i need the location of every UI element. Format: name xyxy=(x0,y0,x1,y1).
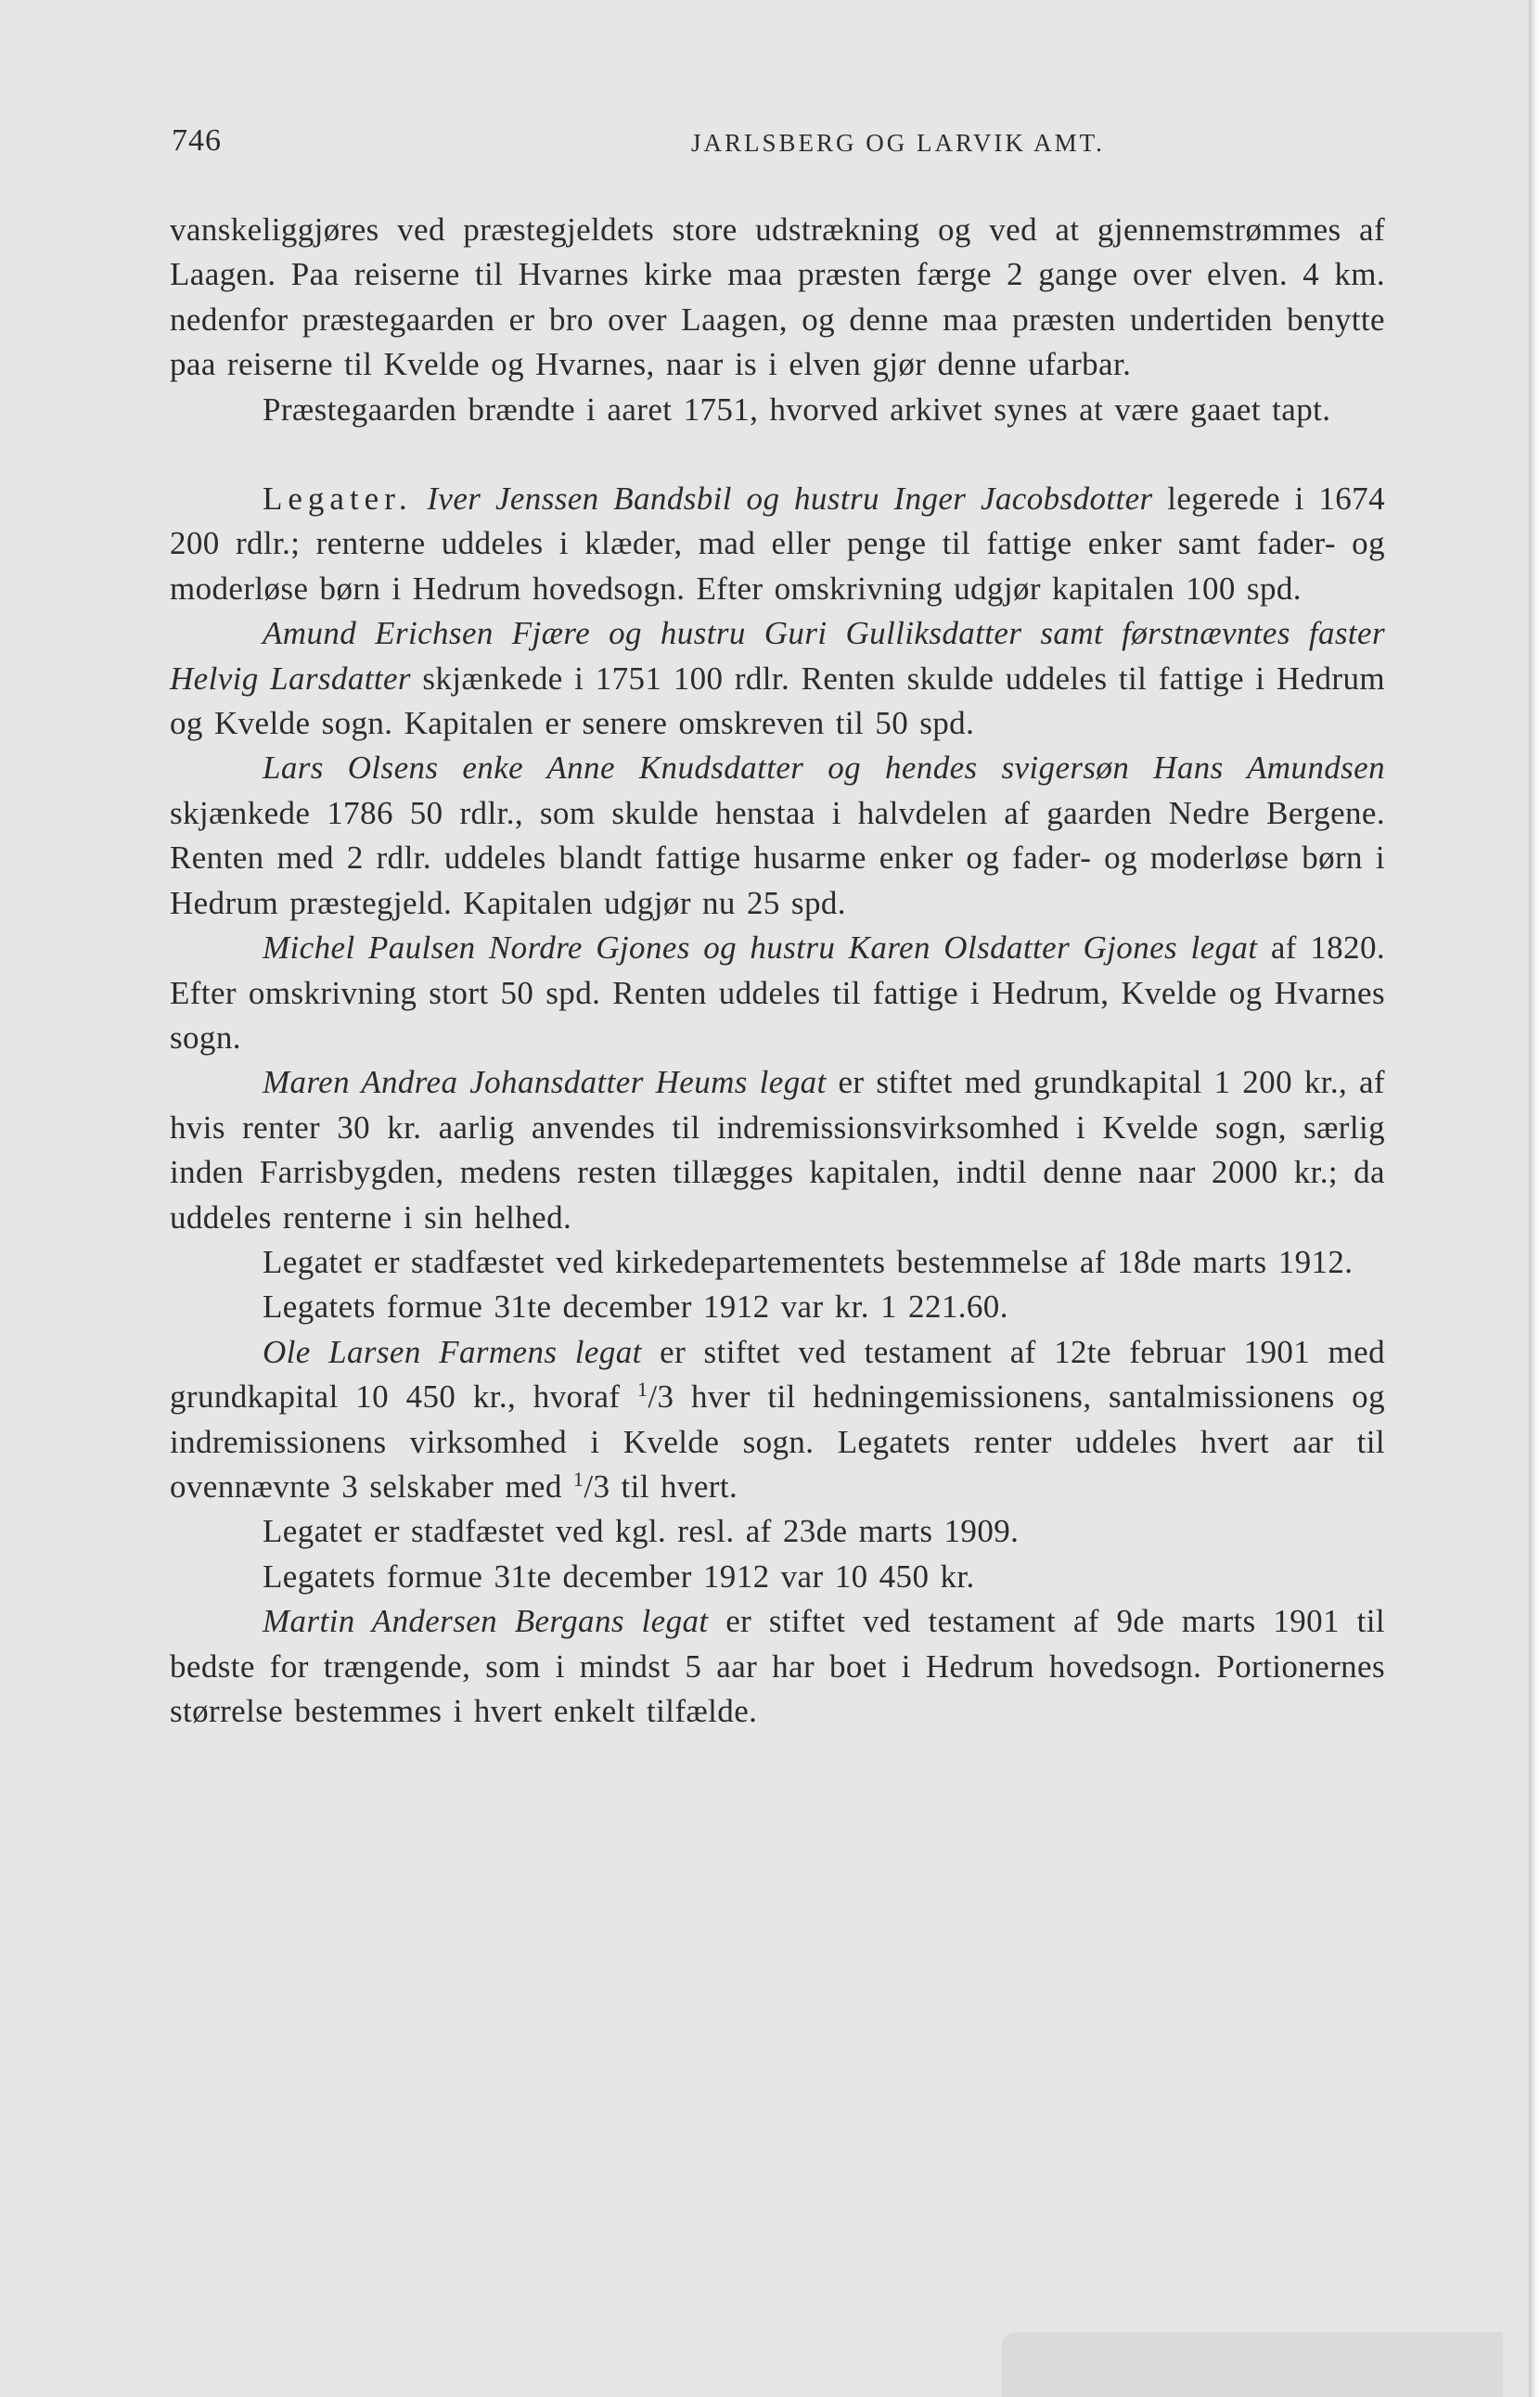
paragraph-text: er stiftet ved testament af 9de marts 1901 til bedste for trængende, som i mindst 5 aar har boet i Hedrum hovedsogn. Portionernes størrelse bestemmes i hvert enkelt tilfælde. xyxy=(170,1603,1385,1729)
italic-donor-names: Iver Jenssen Bandsbil og hustru Inger Jacobsdotter xyxy=(427,481,1153,518)
paragraph-text: legerede i 1674 200 rdlr.; renterne uddeles i klæder, mad eller penge til fattige enker samt fader- og moderløse børn i Hedrum hovedsogn. Efter omskrivning udgjør kapitalen 100 spd. xyxy=(170,481,1385,607)
section-heading-legater: Legater. xyxy=(263,481,413,518)
paragraph-11: Legatet er stadfæstet ved kgl. resl. af 23de marts 1909. xyxy=(263,1513,1020,1550)
paragraph-9: Legatets formue 31te december 1912 var kr. 1 221.60. xyxy=(263,1288,1008,1326)
paragraph-text: er stiftet ved testament af 12te februar 1901 med grundkapital 10 450 kr., hvoraf xyxy=(170,1333,1386,1416)
fraction-denominator: /3 xyxy=(648,1378,674,1416)
paragraph-4 xyxy=(170,611,1385,746)
fraction-numerator: 1 xyxy=(637,1378,648,1402)
paragraph-7 xyxy=(170,1060,1385,1240)
paragraph-8: Legatet er stadfæstet ved kirkedepartementets bestemmelse af 18de marts 1912. xyxy=(263,1243,1354,1280)
italic-legacy-name: Maren Andrea Johansdatter Heums legat xyxy=(263,1064,827,1101)
paragraph-text: af 1820. Efter omskrivning stort 50 spd. Renten uddeles til fattige i Hedrum, Kvelde og Hvarnes sogn. xyxy=(170,929,1385,1056)
page-edge xyxy=(1529,0,1540,2397)
page-number: 746 xyxy=(172,123,222,158)
paragraph-text: til hvert. xyxy=(610,1468,738,1505)
paragraph-5 xyxy=(170,746,1385,926)
paragraph-text: skjænkede i 1751 100 rdlr. Renten skulde uddeles til fattige i Hedrum og Kvelde sogn. Kapitalen er senere omskreven til 50 spd. xyxy=(170,660,1385,742)
paragraph-legater xyxy=(170,477,1385,611)
paragraph-12: Legatets formue 31te december 1912 var 10 450 kr. xyxy=(263,1557,975,1595)
body-text xyxy=(170,208,1385,1734)
paragraph-13 xyxy=(170,1599,1385,1734)
paragraph-6 xyxy=(170,926,1385,1060)
fraction-denominator: /3 xyxy=(584,1468,610,1505)
paragraph-text: skjænkede 1786 50 rdlr., som skulde henstaa i halvdelen af gaarden Nedre Bergene. Renten med 2 rdlr. uddeles blandt fattige husarme enker og fader- og moderløse børn i Hedrum præstegjeld. Kapitalen udgjør nu 25 spd. xyxy=(170,794,1385,921)
italic-legacy-name: Martin Andersen Bergans legat xyxy=(263,1603,709,1640)
italic-donor-names: Lars Olsens enke Anne Knudsdatter og hendes svigersøn Hans Amundsen xyxy=(263,750,1385,787)
page-header xyxy=(172,123,1378,170)
paragraph-2: Præstegaarden brændte i aaret 1751, hvorved arkivet synes at være gaaet tapt. xyxy=(263,391,1331,428)
paragraph-text: er stiftet med grundkapital 1 200 kr., af hvis renter 30 kr. aarlig anvendes til indremissionsvirksomhed i Kvelde sogn, særlig inden Farrisbygden, medens resten tillægges kapitalen, indtil denne naar 2000 kr.; da uddeles renterne i sin helhed. xyxy=(170,1064,1385,1236)
scan-corner-shadow xyxy=(1002,2332,1503,2397)
running-head: JARLSBERG OG LARVIK AMT. xyxy=(691,129,1105,157)
fraction-numerator: 1 xyxy=(572,1467,584,1491)
paragraph-1: vanskeliggjøres ved præstegjeldets store udstrækning og ved at gjennemstrømmes af Laagen. Paa reiserne til Hvarnes kirke maa præsten færge 2 gange over elven. 4 km. nedenfor præstegaarden er bro over Laagen, og denne maa præsten undertiden benytte paa reiserne til Kvelde og Hvarnes, naar is i elven gjør denne ufarbar. xyxy=(170,212,1385,383)
italic-donor-names: Amund Erichsen Fjære og hustru Guri Gulliksdatter samt førstnævntes faster Helvig Larsdatter xyxy=(170,615,1385,697)
paragraph-10 xyxy=(170,1330,1385,1510)
paragraph-text: hver til hedningemissionens, santalmissionens og indremissionens virksomhed i Kvelde sogn. Legatets renter uddeles hvert aar til ovennævnte 3 selskaber med xyxy=(170,1378,1385,1505)
italic-legacy-name: Michel Paulsen Nordre Gjones og hustru Karen Olsdatter Gjones legat xyxy=(263,929,1258,967)
italic-legacy-name: Ole Larsen Farmens legat xyxy=(263,1333,642,1370)
